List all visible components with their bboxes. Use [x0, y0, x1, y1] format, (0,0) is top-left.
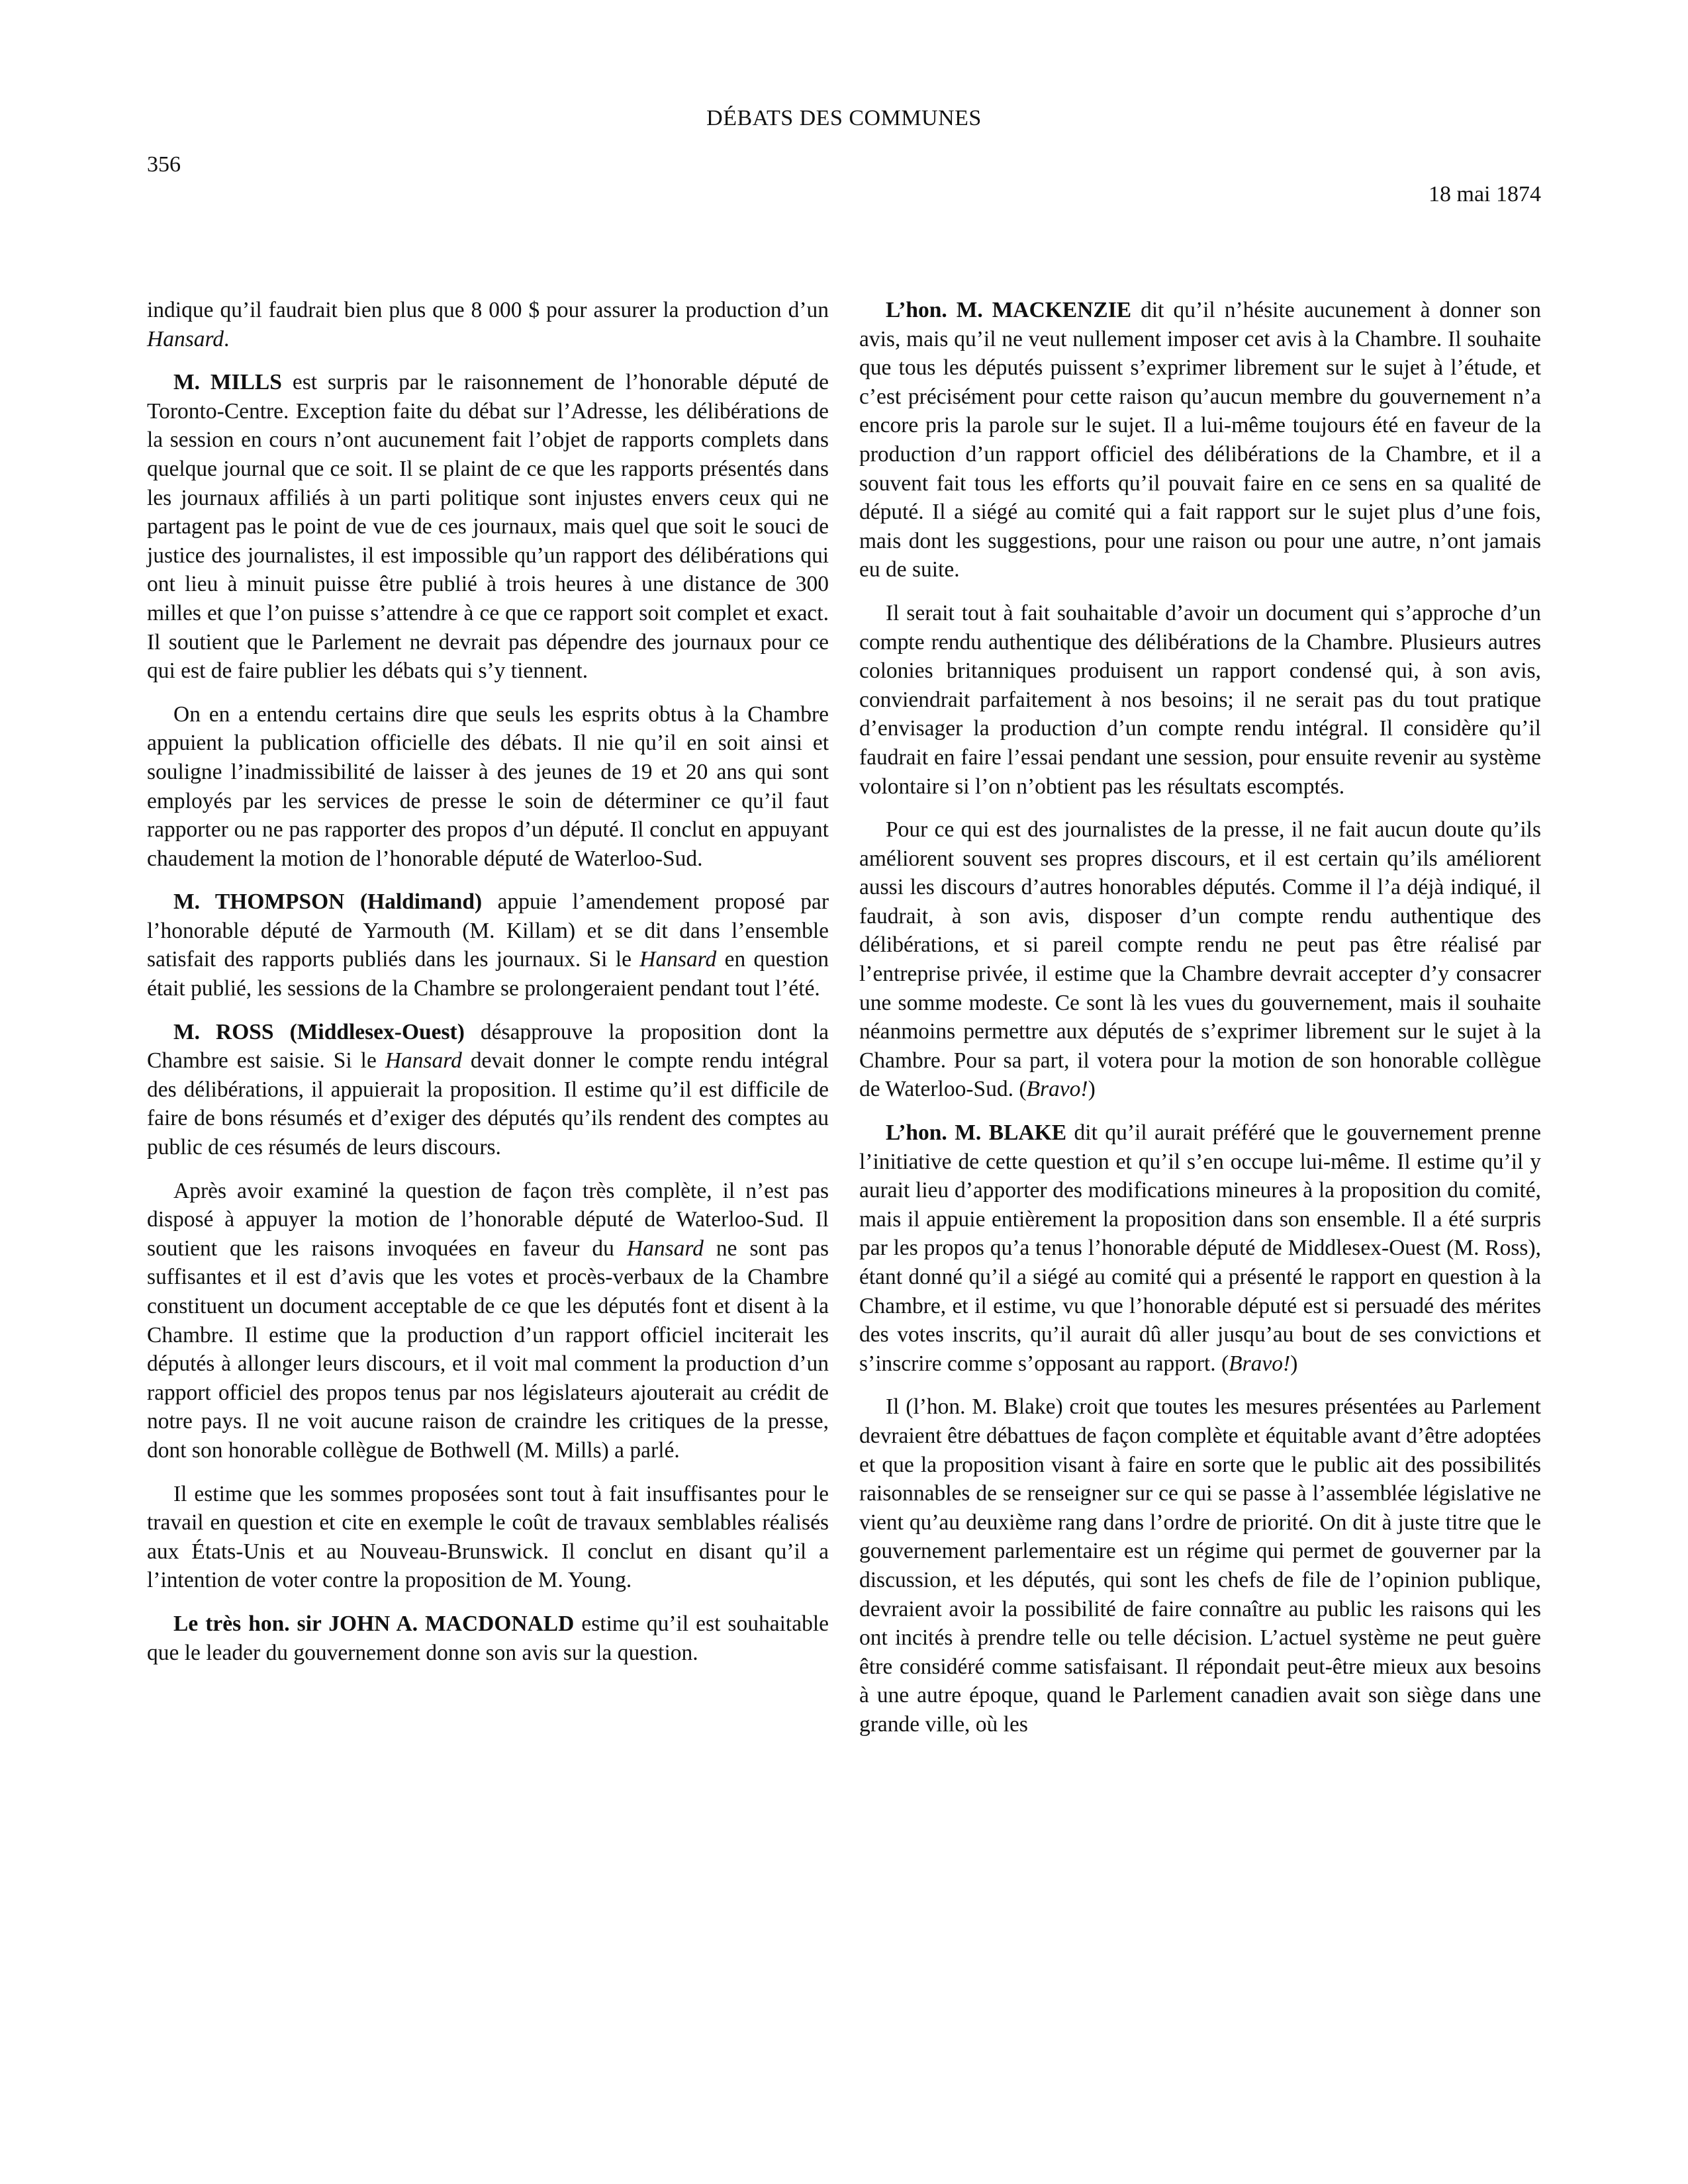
speaker-name: L’hon. M. BLAKE: [886, 1120, 1067, 1146]
page-number: 356: [147, 152, 181, 177]
speaker-name: Le très hon. sir JOHN A. MACDONALD: [173, 1611, 575, 1636]
paragraph: M. MILLS est surpris par le raisonnement de l’honorable député de Toronto-Centre. Exception faite du débat sur l’Adresse, les délibérations de la session en cours n’ont aucunement fait l’objet de rapports complets dans quelque journal que ce soit. Il se plaint de ce que les rapports présentés dans les journaux affiliés à un parti politique sont injustes envers ceux qui ne partagent pas le point de vue de ces journaux, mais quel que soit le souci de justice des journalistes, il est impossible qu’un rapport des délibérations qui ont lieu à minuit puisse être publié à trois heures à une distance de 300 milles et que l’on puisse s’attendre à ce que ce rapport soit complet et exact. Il soutient que le Parlement ne devrait pas dépendre des journaux pour ce qui est de faire publier les débats qui s’y tiennent.: [147, 370, 829, 684]
paragraph: Le très hon. sir JOHN A. MACDONALD estime qu’il est souhaitable que le leader du gouvernement donne son avis sur la question.: [147, 1611, 829, 1665]
paragraph: M. ROSS (Middlesex-Ouest) désapprouve la proposition dont la Chambre est saisie. Si le Hansard devait donner le compte rendu intégral des délibérations, il appuierait la proposition. Il estime qu’il est difficile de faire de bons résumés et d’exiger des députés qu’ils rendent des comptes au public de ces résumés de leurs discours.: [147, 1019, 829, 1160]
paragraph: L’hon. M. BLAKE dit qu’il aurait préféré que le gouvernement prenne l’initiative de cette question et qu’il s’en occupe lui-même. Il estime qu’il y aurait lieu d’apporter des modifications mineures à la proposition du comité, mais il appuie entièrement la proposition dans son ensemble. Il a été surpris par les propos qu’a tenus l’honorable député de Middlesex-Ouest (M. Ross), étant donné qu’il a siégé au comité qui a présenté le rapport en question à la Chambre, et il estime, vu que l’honorable député est si persuadé des mérites des votes inscrits, qu’il aurait dû aller jusqu’au bout de ses convictions et s’inscrire comme s’opposant au rapport. (Bravo!): [859, 1120, 1541, 1376]
page-date: 18 mai 1874: [1429, 182, 1541, 206]
paragraph: Pour ce qui est des journalistes de la presse, il ne fait aucun doute qu’ils améliorent souvent ses propres discours, et il est certain qu’ils améliorent aussi les discours d’autres honorables députés. Comme il l’a déjà indiqué, il faudrait, à son avis, disposer d’un compte rendu authentique des délibérations, et si pareil compte rendu ne peut pas être réalisé par l’entreprise privée, il estime que la Chambre devrait accepter d’y consacrer une somme modeste. Ce sont là les vues du gouvernement, mais il souhaite néanmoins permettre aux députés de s’exprimer librement sur le sujet à la Chambre. Pour sa part, il votera pour la motion de son honorable collègue de Waterloo-Sud. (Bravo!): [859, 817, 1541, 1102]
speaker-name: M. MILLS: [173, 370, 282, 395]
paragraph: M. THOMPSON (Haldimand) appuie l’amendement proposé par l’honorable député de Yarmouth (M. Killam) et se dit dans l’ensemble satisfait des rapports publiés dans les journaux. Si le Hansard en question était publié, les sessions de la Chambre se prolongeraient pendant tout l’été.: [147, 889, 829, 1001]
left-column: [147, 296, 829, 1682]
paragraph: Après avoir examiné la question de façon très complète, il n’est pas disposé à appuyer la motion de l’honorable député de Waterloo-Sud. Il soutient que les raisons invoquées en faveur du Hansard ne sont pas suffisantes et il est d’avis que les votes et procès-verbaux de la Chambre constituent un document acceptable de ce que les députés font et disent à la Chambre. Il estime que la production d’un rapport officiel inciterait les députés à allonger leurs discours, et il voit mal comment la production d’un rapport officiel des propos tenus par nos législateurs ajouterait au crédit de notre pays. Il ne voit aucune raison de craindre les critiques de la presse, dont son honorable collègue de Bothwell (M. Mills) a parlé.: [147, 1178, 829, 1463]
right-column: [859, 296, 1541, 1754]
paragraph: Il estime que les sommes proposées sont tout à fait insuffisantes pour le travail en question et cite en exemple le coût de travaux semblables réalisés aux États-Unis et au Nouveau-Brunswick. Il conclut en disant qu’il a l’intention de voter contre la proposition de M. Young.: [147, 1481, 829, 1593]
speaker-name: M. THOMPSON (Haldimand): [173, 889, 483, 915]
paragraph: indique qu’il faudrait bien plus que 8 000 $ pour assurer la production d’un Hansard.: [147, 298, 829, 351]
speaker-name: M. ROSS (Middlesex-Ouest): [173, 1019, 465, 1044]
paragraph: Il serait tout à fait souhaitable d’avoir un document qui s’approche d’un compte rendu authentique des délibérations de la Chambre. Plusieurs autres colonies britanniques produisent un rapport condensé qui, à son avis, conviendrait parfaitement à nos besoins; il ne serait pas du tout pratique d’envisager la production d’un compte rendu intégral. Il considère qu’il faudrait en faire l’essai pendant une session, pour ensuite revenir au système volontaire si l’on n’obtient pas les résultats escomptés.: [859, 600, 1541, 799]
paragraph: Il (l’hon. M. Blake) croit que toutes les mesures présentées au Parlement devraient être débattues de façon complète et équitable avant d’être adoptées et que la proposition visant à faire en sorte que le public ait des possibilités raisonnables de se renseigner sur ce qui se passe à l’assemblée législative ne vient qu’au deuxième rang dans l’ordre de priorité. On dit à juste titre que le gouvernement parlementaire est un régime qui permet de gouverner par la discussion, et les députés, qui sont les chefs de file de l’opinion publique, devraient avoir la possibilité de faire connaître au public les raisons qui les ont incités à prendre telle ou telle décision. L’actuel système ne peut guère être considéré comme satisfaisant. Il répondait peut-être mieux aux besoins à une autre époque, quand le Parlement canadien avait son siège dans une grande ville, où les: [859, 1394, 1541, 1737]
paragraph: On en a entendu certains dire que seuls les esprits obtus à la Chambre appuient la publication officielle des débats. Il nie qu’il en soit ainsi et souligne l’inadmissibilité de laisser à des jeunes de 19 et 20 ans qui sont employés par les services de presse le soin de déterminer ce qu’il faut rapporter ou ne pas rapporter des propos d’un député. Il conclut en appuyant chaudement la motion de l’honorable député de Waterloo-Sud.: [147, 702, 829, 871]
running-title: DÉBATS DES COMMUNES: [706, 106, 982, 130]
speaker-name: L’hon. M. MACKENZIE: [886, 298, 1132, 322]
paragraph: L’hon. M. MACKENZIE dit qu’il n’hésite aucunement à donner son avis, mais qu’il ne veut nullement imposer cet avis à la Chambre. Il souhaite que tous les députés puissent s’exprimer librement sur le sujet à l’étude, et c’est précisément pour cette raison qu’aucun membre du gouvernement n’a encore pris la parole sur le sujet. Il a lui-même toujours été en faveur de la production d’un rapport officiel des délibérations de la Chambre, et il a souvent fait tous les efforts qu’il pouvait faire en ce sens en sa qualité de député. Il a siégé au comité qui a fait rapport sur le sujet plus d’une fois, mais dont les suggestions, pour une raison ou pour une autre, n’ont jamais eu de suite.: [859, 298, 1541, 582]
